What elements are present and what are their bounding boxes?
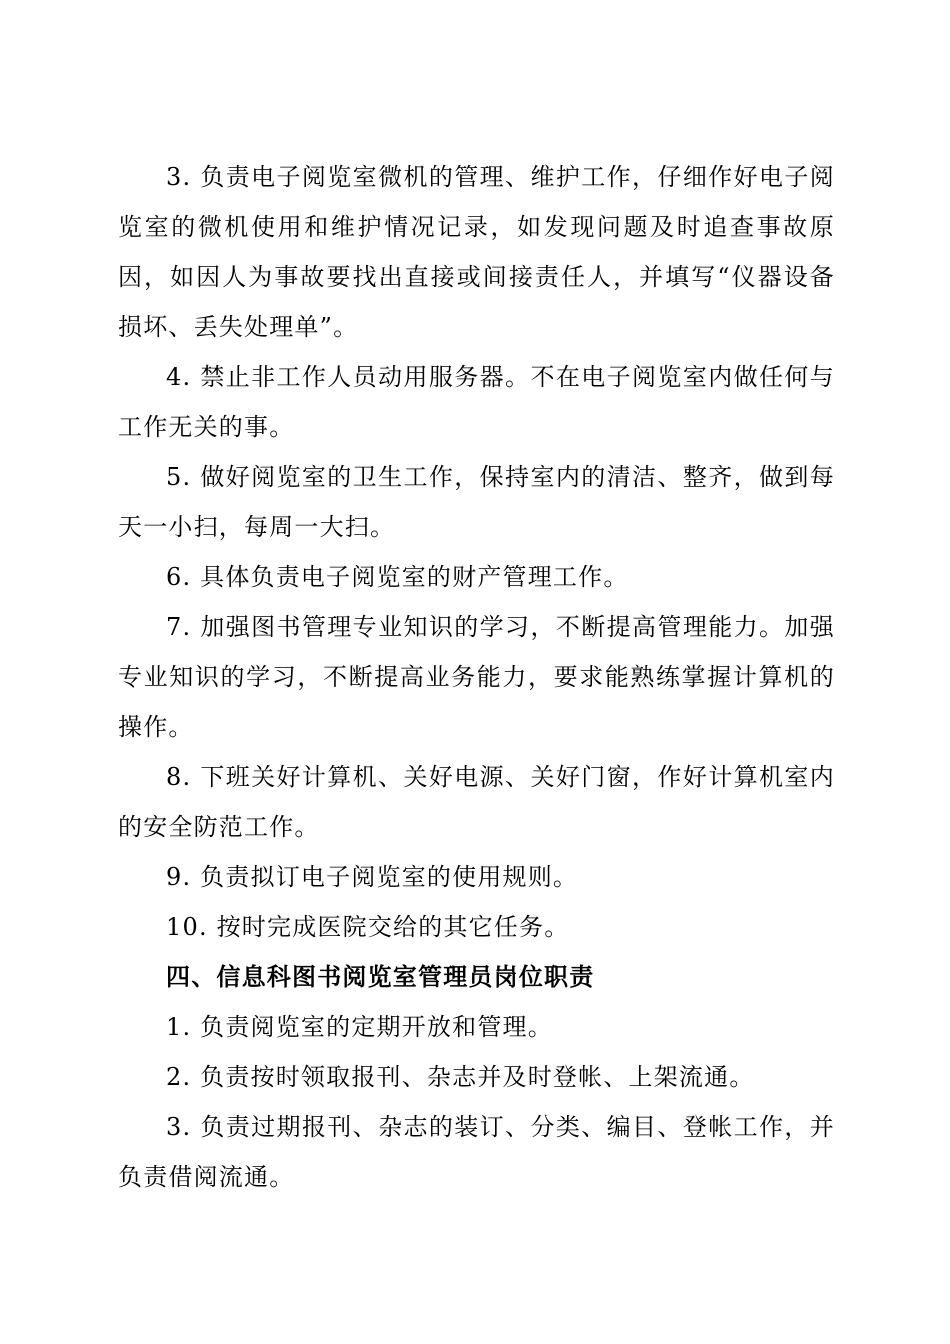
- paragraph-section4-item-1: 1. 负责阅览室的定期开放和管理。: [166, 1013, 553, 1041]
- paragraph-item-9: 9. 负责拟订电子阅览室的使用规则。: [166, 863, 579, 891]
- paragraph-section4-item-3: 3. 负责过期报刊、杂志的装订、分类、编目、登帐工作，并负责借阅流通。: [118, 1113, 835, 1191]
- paragraph-section4-item-2: 2. 负责按时领取报刊、杂志并及时登帐、上架流通。: [166, 1063, 755, 1091]
- paragraph-item-8: 8. 下班关好计算机、关好电源、关好门窗，作好计算机室内的安全防范工作。: [118, 763, 835, 841]
- paragraph-item-10: 10. 按时完成医院交给的其它任务。: [166, 913, 570, 941]
- document-body: [118, 152, 835, 1202]
- paragraph-item-4: 4. 禁止非工作人员动用服务器。不在电子阅览室内做任何与工作无关的事。: [118, 363, 835, 441]
- paragraph-item-5: 5. 做好阅览室的卫生工作，保持室内的清洁、整齐，做到每天一小扫，每周一大扫。: [118, 463, 835, 541]
- paragraph-item-7: 7. 加强图书管理专业知识的学习，不断提高管理能力。加强专业知识的学习，不断提高业务能力，要求能熟练掌握计算机的操作。: [118, 613, 835, 741]
- paragraph-item-6: 6. 具体负责电子阅览室的财产管理工作。: [166, 563, 629, 591]
- section-heading: 四、信息科图书阅览室管理员岗位职责: [166, 962, 595, 991]
- paragraph-item-3: 3. 负责电子阅览室微机的管理、维护工作，仔细作好电子阅览室的微机使用和维护情况记录，如发现问题及时追查事故原因，如因人为事故要找出直接或间接责任人，并填写“仪器设备损坏、丢失处理单”。: [118, 163, 835, 341]
